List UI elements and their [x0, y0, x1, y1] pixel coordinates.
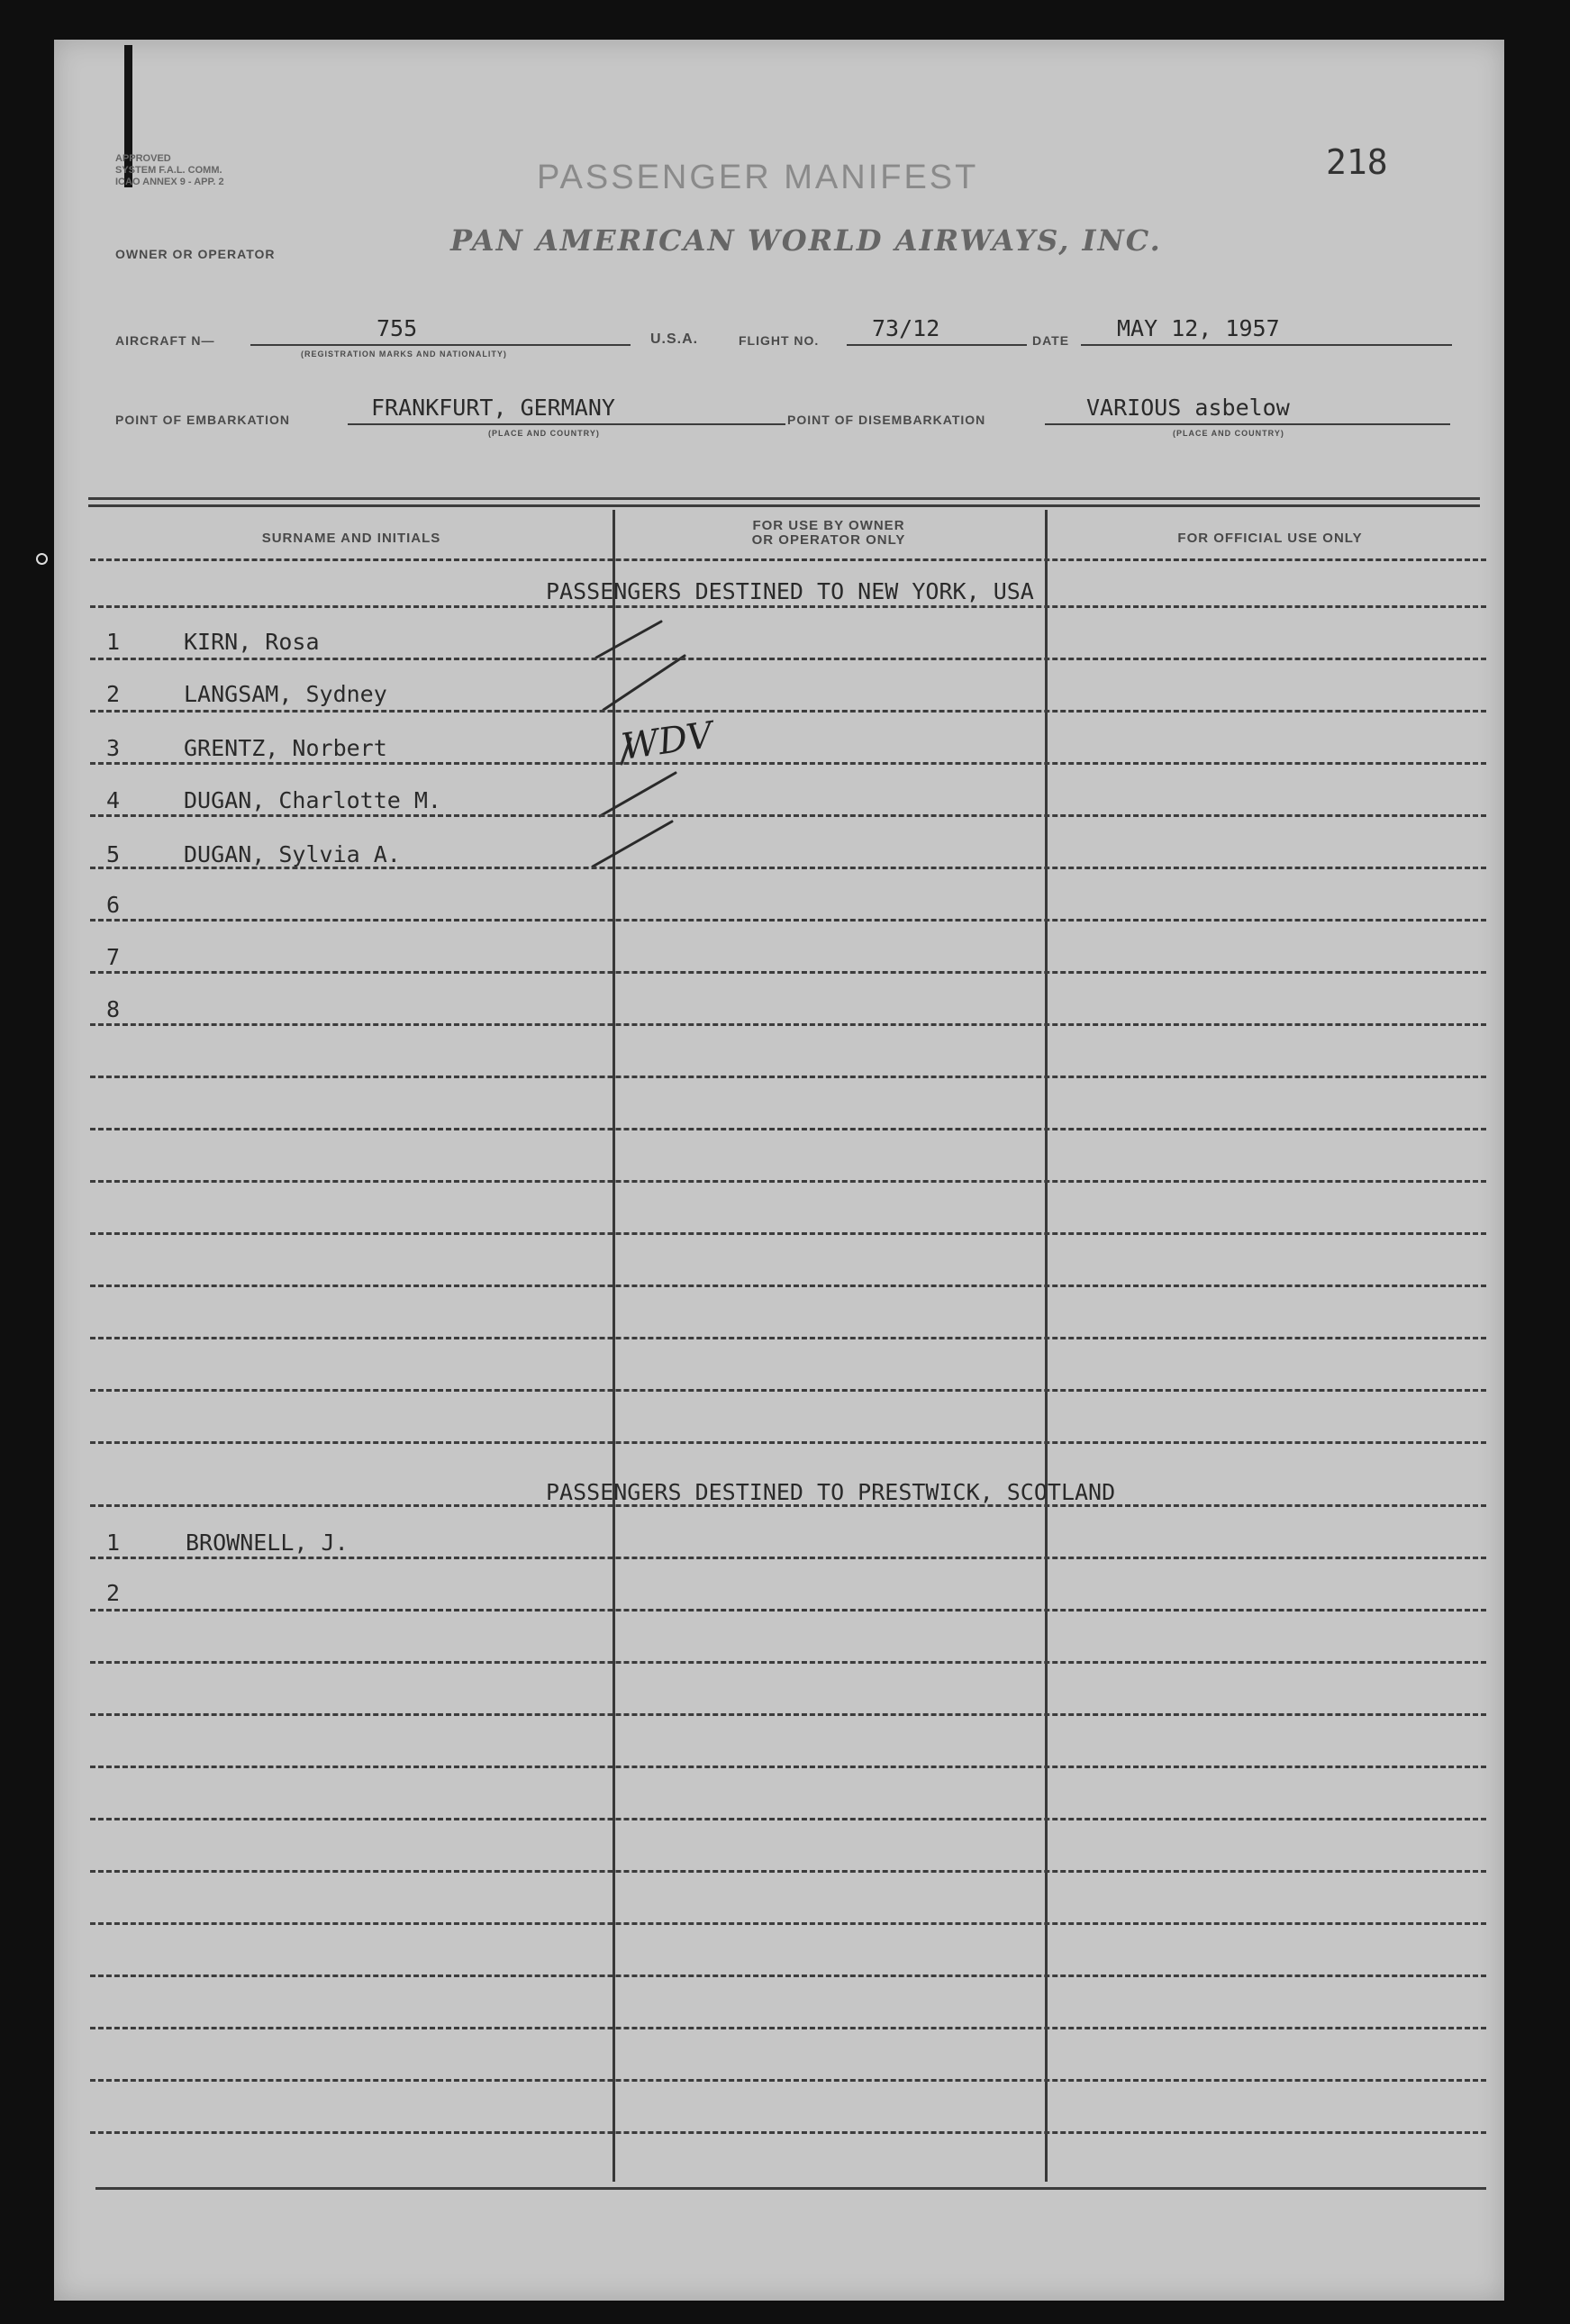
row-rule [90, 814, 1486, 817]
passenger-name: BROWNELL, J. [186, 1530, 349, 1556]
row-rule [90, 1023, 1486, 1026]
check-mark [596, 622, 661, 658]
date-value: MAY 12, 1957 [1117, 315, 1280, 341]
document-title: PASSENGER MANIFEST [537, 159, 979, 196]
row-number: 6 [106, 892, 121, 918]
row-rule [90, 1441, 1486, 1444]
row-number: 5 [106, 841, 121, 867]
disembarkation-value: VARIOUS asbelow [1086, 395, 1290, 421]
owner-label: OWNER OR OPERATOR [115, 247, 276, 261]
embarkation-label: POINT OF EMBARKATION [115, 413, 290, 427]
flight-value: 73/12 [872, 315, 940, 341]
embarkation-caption: (PLACE AND COUNTRY) [488, 429, 600, 438]
disembarkation-underline [1045, 423, 1450, 425]
table-top-rule-2 [88, 504, 1480, 507]
row-rule [90, 1285, 1486, 1287]
row-rule [90, 1232, 1486, 1235]
passenger-name: LANGSAM, Sydney [184, 681, 387, 707]
date-underline [1081, 344, 1452, 346]
aircraft-underline [250, 344, 631, 346]
row-number: 2 [106, 681, 121, 707]
disembarkation-caption: (PLACE AND COUNTRY) [1173, 429, 1284, 438]
flight-label: FLIGHT NO. [739, 333, 820, 348]
section-heading-prestwick: PASSENGERS DESTINED TO PRESTWICK, SCOTLAND [546, 1479, 1116, 1505]
flight-underline [847, 344, 1027, 346]
column-header-owner-2: OR OPERATOR ONLY [751, 532, 906, 548]
row-rule [90, 1076, 1486, 1078]
row-number: 2 [106, 1580, 121, 1606]
row-number: 8 [106, 996, 121, 1022]
row-rule [90, 1128, 1486, 1130]
usa-label: U.S.A. [650, 331, 699, 347]
punch-hole [36, 553, 48, 565]
row-rule [90, 558, 1486, 561]
row-rule [90, 1870, 1486, 1873]
row-rule [90, 710, 1486, 713]
row-rule [90, 1661, 1486, 1664]
row-rule [90, 1818, 1486, 1820]
check-mark [603, 656, 685, 710]
registration-caption: (REGISTRATION MARKS AND NATIONALITY) [301, 350, 507, 359]
row-rule [90, 1609, 1486, 1611]
column-divider-2 [1045, 510, 1048, 2182]
approval-stamp: APPROVED SYSTEM F.A.L. COMM. ICAO ANNEX 9 - APP. 2 [115, 153, 224, 187]
embarkation-underline [348, 423, 785, 425]
row-rule [90, 762, 1486, 765]
row-rule [90, 2079, 1486, 2082]
column-header-official: FOR OFFICIAL USE ONLY [1177, 531, 1363, 546]
passenger-name: DUGAN, Charlotte M. [184, 787, 441, 813]
table-bottom-rule [95, 2187, 1486, 2190]
row-rule [90, 1180, 1486, 1183]
row-rule [90, 605, 1486, 608]
page-number: 218 [1326, 142, 1388, 182]
operator-name: PAN AMERICAN WORLD AIRWAYS, INC. [450, 223, 1162, 258]
row-rule [90, 1974, 1486, 1977]
embarkation-value: FRANKFURT, GERMANY [371, 395, 615, 421]
disembarkation-label: POINT OF DISEMBARKATION [787, 413, 986, 427]
passenger-name: KIRN, Rosa [184, 629, 320, 655]
row-number: 1 [106, 1530, 121, 1556]
row-rule [90, 1337, 1486, 1339]
aircraft-label: AIRCRAFT N— [115, 333, 215, 348]
row-rule [90, 971, 1486, 974]
aircraft-value: 755 [377, 315, 418, 341]
date-label: DATE [1032, 333, 1070, 348]
row-rule [90, 2027, 1486, 2029]
row-number: 7 [106, 944, 121, 970]
manifest-page [54, 40, 1504, 2301]
passenger-name: DUGAN, Sylvia A. [184, 841, 401, 867]
row-number: 1 [106, 629, 121, 655]
row-rule [90, 658, 1486, 660]
initials-mark: WDV [619, 714, 716, 768]
row-rule [90, 1389, 1486, 1392]
row-rule [90, 1713, 1486, 1716]
check-mark [593, 822, 672, 867]
section-heading-new-york: PASSENGERS DESTINED TO NEW YORK, USA [546, 578, 1034, 604]
table-top-rule-1 [88, 497, 1480, 500]
row-rule [90, 867, 1486, 869]
row-rule [90, 919, 1486, 921]
row-rule [90, 1922, 1486, 1925]
column-header-surname: SURNAME AND INITIALS [261, 531, 441, 546]
row-rule [90, 1504, 1486, 1507]
check-mark [600, 773, 676, 816]
row-rule [90, 2131, 1486, 2134]
row-rule [90, 1557, 1486, 1559]
row-number: 3 [106, 735, 121, 761]
row-rule [90, 1766, 1486, 1768]
row-number: 4 [106, 787, 121, 813]
passenger-name: GRENTZ, Norbert [184, 735, 387, 761]
column-header-owner-1: FOR USE BY OWNER [752, 518, 905, 533]
